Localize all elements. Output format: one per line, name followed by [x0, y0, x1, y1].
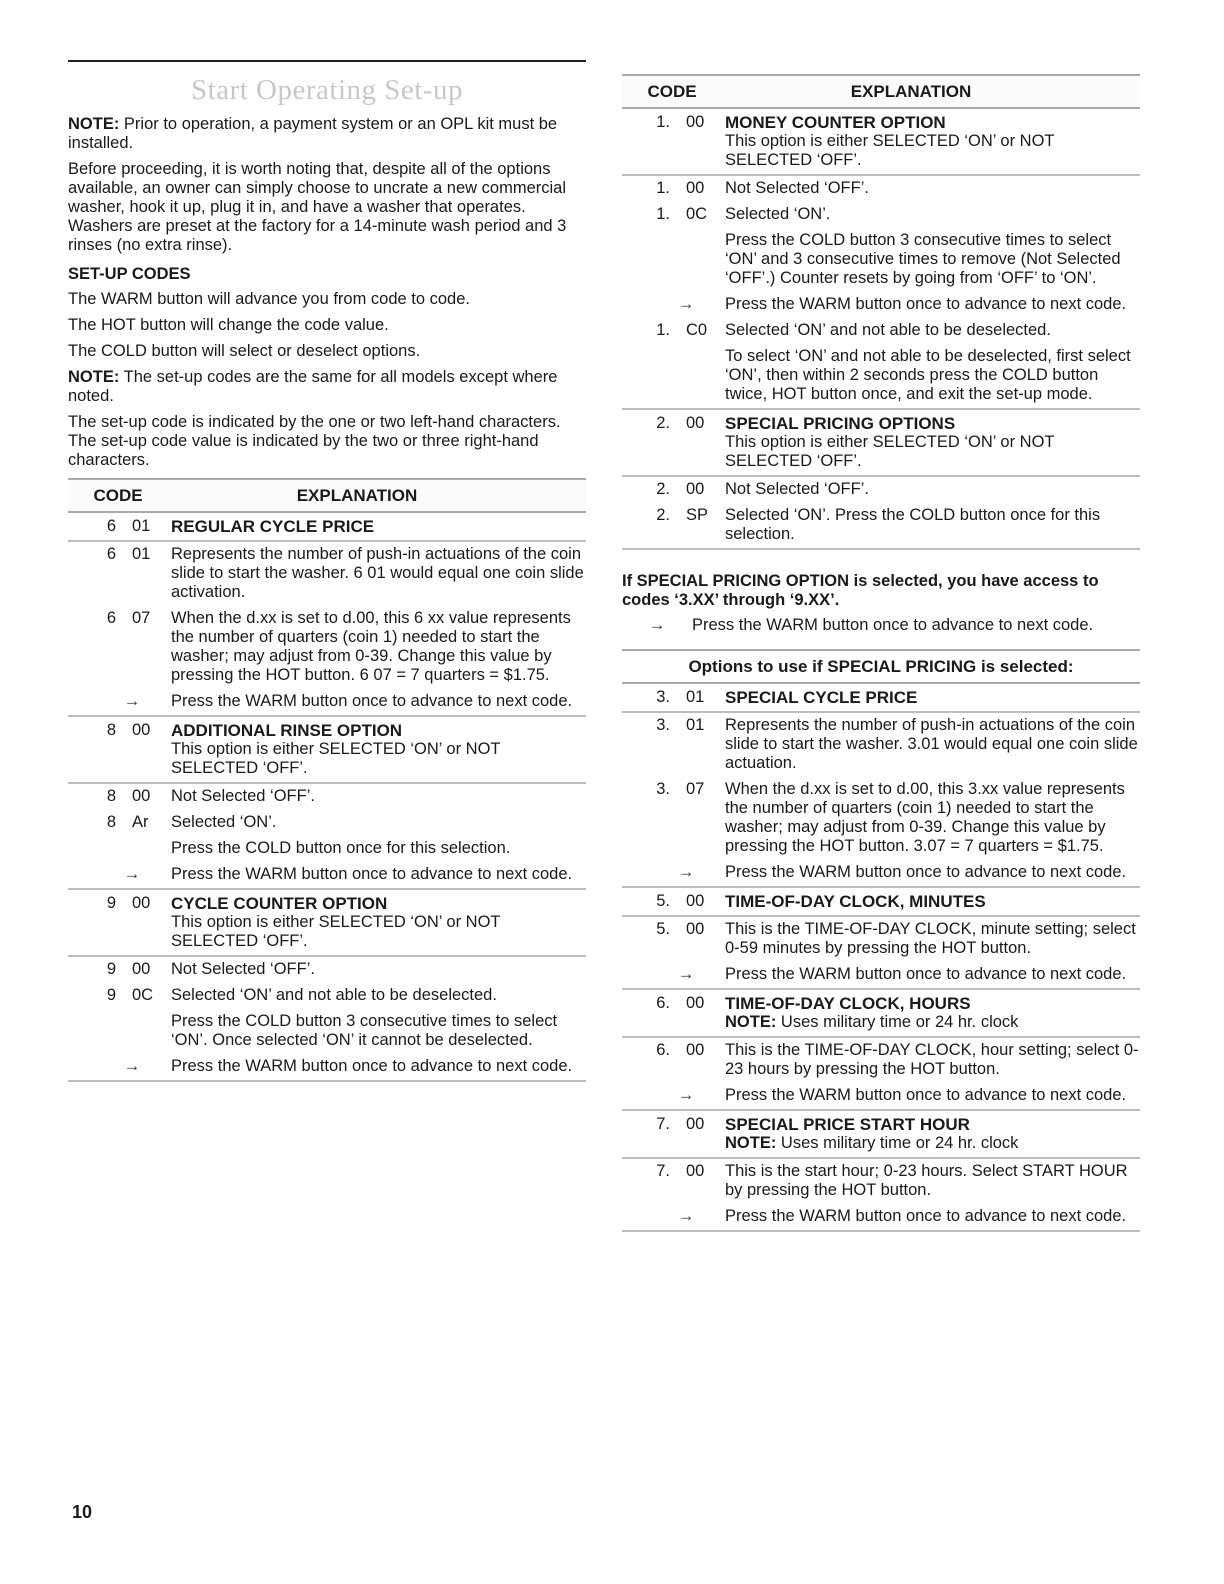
code-description: This is the start hour; 0-23 hours. Select START HOUR by pressing the HOT button. — [725, 1162, 1128, 1199]
code-description: Not Selected ‘OFF’. — [171, 787, 315, 805]
code-prefix: 9 — [106, 960, 116, 978]
code-row — [68, 813, 586, 832]
arrow-icon: → — [677, 965, 695, 983]
option-title: CYCLE COUNTER OPTION — [171, 894, 388, 913]
left-code-table — [68, 478, 586, 1082]
code-row — [622, 716, 1140, 773]
code-cell — [622, 347, 725, 404]
code-description: To select ‘ON’ and not able to be deselected, first select ‘ON’, then within 2 seconds press the COLD button twice, HOT button once, and exit the set-up mode. — [725, 347, 1131, 403]
code-cell — [622, 892, 725, 911]
arrow-icon: → — [648, 616, 666, 634]
code-value: 00 — [132, 894, 151, 912]
code-prefix: 8 — [106, 721, 116, 739]
code-prefix: 2. — [656, 414, 670, 432]
advance-row — [622, 1086, 1140, 1105]
code-cell — [622, 994, 725, 1032]
code-description: Press the COLD button 3 consecutive times to select ‘ON’ and 3 consecutive times to remove (Not Selected ‘OFF’.) Counter resets by going from ‘OFF’ to ‘ON’. — [725, 231, 1121, 287]
code-prefix: 1. — [656, 321, 670, 339]
code-prefix: 1. — [656, 113, 670, 131]
code-group-body — [622, 477, 1140, 550]
code-prefix: 6 — [106, 517, 116, 535]
title-cell — [725, 1115, 1140, 1153]
code-cell — [68, 517, 171, 536]
code-row — [68, 839, 586, 858]
advance-row — [68, 865, 586, 884]
code-value: SP — [686, 506, 709, 524]
table-header — [68, 478, 586, 513]
arrow-icon: → — [677, 1086, 695, 1104]
arrow-icon: → — [677, 1207, 695, 1225]
option-note — [725, 1134, 1140, 1153]
intro-note — [68, 115, 586, 153]
option-subtitle: This option is either SELECTED ‘ON’ or NOT SELECTED ‘OFF’. — [171, 740, 501, 777]
note-label: NOTE: — [68, 368, 120, 386]
option-title: SPECIAL PRICE START HOUR — [725, 1115, 970, 1134]
code-prefix: 3. — [656, 780, 670, 798]
code-row — [622, 321, 1140, 340]
code-row — [622, 480, 1140, 499]
advance-text: Press the WARM button once to advance to next code. — [725, 295, 1127, 313]
code-row — [68, 545, 586, 602]
right-column — [622, 60, 1140, 1232]
note-text: Uses military time or 24 hr. clock — [776, 1134, 1019, 1152]
code-cell — [622, 205, 725, 224]
title-row — [68, 721, 586, 778]
title-row — [68, 894, 586, 951]
option-title: SPECIAL CYCLE PRICE — [725, 688, 918, 707]
code-description: Selected ‘ON’ and not able to be deselected. — [725, 321, 1051, 339]
code-group-title — [68, 890, 586, 957]
page-number: 10 — [72, 1502, 93, 1522]
title-row — [68, 517, 586, 536]
cold-line: The COLD button will select or deselect options. — [68, 342, 421, 360]
code-prefix: 1. — [656, 205, 670, 223]
left-column — [68, 60, 586, 1082]
code-row — [622, 920, 1140, 958]
code-value — [116, 1012, 171, 1050]
code-row — [622, 506, 1140, 544]
code-value — [670, 347, 725, 404]
explanation-column-header: EXPLANATION — [850, 82, 972, 101]
code-row — [622, 1162, 1140, 1200]
code-description: Not Selected ‘OFF’. — [725, 480, 869, 498]
code-group-title — [622, 109, 1140, 176]
code-value: C0 — [686, 321, 708, 339]
code-cell — [68, 787, 171, 806]
code-row — [622, 1041, 1140, 1079]
code-description: Selected ‘ON’. — [725, 205, 831, 223]
code-row — [68, 986, 586, 1005]
code-value: 07 — [132, 609, 151, 627]
code-prefix: 8 — [106, 787, 116, 805]
code-cell — [68, 545, 171, 602]
code-value: 00 — [686, 920, 705, 938]
code-value: 01 — [686, 688, 705, 706]
option-title: TIME-OF-DAY CLOCK, MINUTES — [725, 892, 986, 911]
code-group-title — [622, 990, 1140, 1038]
code-description: Press the COLD button 3 consecutive times to select ‘ON’. Once selected ‘ON’ it cannot be deselected. — [171, 1012, 558, 1049]
advance-text: Press the WARM button once to advance to next code. — [725, 1207, 1127, 1225]
title-cell — [725, 688, 1140, 707]
arrow-icon: → — [677, 295, 695, 313]
intro-note-2 — [68, 368, 586, 406]
code-cell — [622, 863, 725, 882]
title-row — [622, 1115, 1140, 1153]
code-prefix: 2. — [656, 480, 670, 498]
code-prefix: 6. — [656, 994, 670, 1012]
code-value: 00 — [686, 480, 705, 498]
right-groups — [622, 109, 1140, 550]
advance-row — [68, 692, 586, 711]
code-prefix: 6 — [106, 545, 116, 563]
arrow-icon: → — [123, 865, 141, 883]
advance-row — [622, 863, 1140, 882]
code-cell — [622, 688, 725, 707]
code-row — [68, 960, 586, 979]
code-prefix: 7. — [656, 1115, 670, 1133]
note-label: NOTE: — [725, 1134, 777, 1152]
code-group-body — [68, 784, 586, 890]
top-rule — [68, 60, 586, 62]
code-value: 01 — [132, 517, 151, 535]
title-row — [622, 414, 1140, 471]
code-value: 00 — [132, 960, 151, 978]
advance-text: Press the WARM button once to advance to next code. — [171, 692, 573, 710]
code-cell — [622, 113, 725, 170]
code-value: 0C — [132, 986, 154, 1004]
advance-row — [622, 295, 1140, 314]
code-value: 00 — [686, 892, 705, 910]
arrow-icon: → — [123, 1057, 141, 1075]
code-prefix — [68, 1012, 116, 1050]
code-cell — [622, 1086, 725, 1105]
code-value: 01 — [132, 545, 151, 563]
code-cell — [68, 692, 171, 711]
setup-code-paragraph: The set-up code is indicated by the one or two left-hand characters. The set-up code value is indicated by the two or three right-hand characters. — [68, 413, 561, 469]
code-row — [68, 1012, 586, 1050]
intro-paragraph: Before proceeding, it is worth noting that, despite all of the options available, an owner can simply choose to uncrate a new commercial washer, hook it up, plug it in, and have a washer that operates. Washers are preset at the factory for a 14-minute wash period and 3 rinses (no extra rinse). — [68, 160, 567, 254]
code-cell — [68, 986, 171, 1005]
code-prefix: 5. — [656, 892, 670, 910]
note-label: NOTE: — [725, 1013, 777, 1031]
code-cell — [622, 1115, 725, 1153]
code-group-body — [68, 542, 586, 717]
note-label: NOTE: — [68, 115, 120, 133]
option-subtitle: This option is either SELECTED ‘ON’ or NOT SELECTED ‘OFF’. — [725, 132, 1055, 169]
code-description: Selected ‘ON’. — [171, 813, 277, 831]
code-value: 00 — [686, 994, 705, 1012]
hot-line: The HOT button will change the code value. — [68, 316, 389, 334]
code-column-header: CODE — [647, 82, 697, 101]
code-group-body — [622, 713, 1140, 888]
code-prefix: 9 — [106, 986, 116, 1004]
code-cell — [68, 839, 171, 858]
code-cell — [622, 321, 725, 340]
code-prefix: 1. — [656, 179, 670, 197]
code-description: Represents the number of push-in actuations of the coin slide to start the washer. 3.01 would equal one coin slide actuation. — [725, 716, 1138, 772]
code-group-body — [622, 917, 1140, 990]
options-heading: Options to use if SPECIAL PRICING is selected: — [622, 649, 1140, 684]
code-description: Not Selected ‘OFF’. — [725, 179, 869, 197]
code-description: Represents the number of push-in actuations of the coin slide to start the washer. 6 01 would equal one coin slide activation. — [171, 545, 584, 601]
code-value: 07 — [686, 780, 705, 798]
code-cell — [622, 295, 725, 314]
right-code-table — [622, 74, 1140, 550]
code-value: 00 — [132, 787, 151, 805]
code-prefix: 3. — [656, 688, 670, 706]
left-groups — [68, 513, 586, 1082]
code-cell — [622, 506, 725, 544]
code-row — [622, 780, 1140, 856]
code-cell — [622, 716, 725, 773]
advance-text: Press the WARM button once to advance to next code. — [725, 1086, 1127, 1104]
code-cell — [622, 179, 725, 198]
title-row — [622, 113, 1140, 170]
explanation-column-header: EXPLANATION — [296, 486, 418, 505]
option-groups — [622, 684, 1140, 1232]
code-cell — [68, 960, 171, 979]
code-row — [68, 787, 586, 806]
code-cell — [622, 1207, 725, 1226]
code-description: Selected ‘ON’ and not able to be deselected. — [171, 986, 497, 1004]
warm-line: The WARM button will advance you from code to code. — [68, 290, 470, 308]
table-header — [622, 74, 1140, 109]
code-group-title — [622, 684, 1140, 713]
code-group-title — [68, 513, 586, 542]
title-cell — [171, 721, 586, 778]
code-cell — [68, 865, 171, 884]
code-cell — [68, 1012, 171, 1050]
code-cell — [68, 721, 171, 778]
code-cell — [68, 1057, 171, 1076]
title-cell — [725, 994, 1140, 1032]
title-cell — [725, 414, 1140, 471]
code-value: 00 — [686, 414, 705, 432]
note-text: Uses military time or 24 hr. clock — [776, 1013, 1019, 1031]
code-group-title — [622, 1111, 1140, 1159]
code-value: 00 — [686, 1041, 705, 1059]
option-subtitle: This option is either SELECTED ‘ON’ or NOT SELECTED ‘OFF’. — [171, 913, 501, 950]
advance-row — [68, 1057, 586, 1076]
code-prefix: 6. — [656, 1041, 670, 1059]
code-group-body — [622, 1159, 1140, 1232]
code-cell — [622, 480, 725, 499]
code-cell — [622, 965, 725, 984]
advance-text: Press the WARM button once to advance to next code. — [171, 1057, 573, 1075]
code-value: Ar — [132, 813, 149, 831]
option-subtitle: This option is either SELECTED ‘ON’ or NOT SELECTED ‘OFF’. — [725, 433, 1055, 470]
code-value: 00 — [132, 721, 151, 739]
title-row — [622, 892, 1140, 911]
option-note — [725, 1013, 1140, 1032]
special-pricing-arrow-line — [622, 616, 1140, 635]
code-row — [68, 609, 586, 685]
code-row — [622, 347, 1140, 404]
code-cell — [68, 609, 171, 685]
advance-text: Press the WARM button once to advance to next code. — [725, 863, 1127, 881]
code-value — [670, 231, 725, 288]
code-prefix — [68, 839, 116, 858]
code-value: 0C — [686, 205, 708, 223]
code-cell — [622, 780, 725, 856]
code-value: 00 — [686, 179, 705, 197]
section-title: Start Operating Set-up — [191, 74, 463, 106]
option-title: MONEY COUNTER OPTION — [725, 113, 946, 132]
code-group-title — [622, 888, 1140, 917]
code-cell — [622, 414, 725, 471]
code-description: This is the TIME-OF-DAY CLOCK, hour setting; select 0-23 hours by pressing the HOT button. — [725, 1041, 1139, 1078]
code-value: 00 — [686, 113, 705, 131]
code-group-body — [622, 176, 1140, 410]
code-prefix: 6 — [106, 609, 116, 627]
code-prefix: 8 — [106, 813, 116, 831]
title-cell — [171, 517, 586, 536]
code-value: 00 — [686, 1115, 705, 1133]
code-group-title — [68, 717, 586, 784]
title-cell — [171, 894, 586, 951]
advance-text: Press the WARM button once to advance to next code. — [171, 865, 573, 883]
code-prefix: 5. — [656, 920, 670, 938]
arrow-icon: → — [677, 863, 695, 881]
code-description: Press the COLD button once for this selection. — [171, 839, 511, 857]
code-description: When the d.xx is set to d.00, this 6 xx value represents the number of quarters (coin 1) needed to start the washer; may adjust from 0-39. Change this value by pressing the HOT button. 6 07 = 7 quarters = $1.75. — [171, 609, 571, 684]
arrow-icon: → — [123, 692, 141, 710]
code-description: This is the TIME-OF-DAY CLOCK, minute setting; select 0-59 minutes by pressing the HOT button. — [725, 920, 1136, 957]
code-cell — [622, 231, 725, 288]
note-text: Prior to operation, a payment system or an OPL kit must be installed. — [68, 115, 558, 152]
code-column-header: CODE — [93, 486, 143, 505]
title-row — [622, 994, 1140, 1032]
code-prefix: 3. — [656, 716, 670, 734]
code-description: When the d.xx is set to d.00, this 3.xx value represents the number of quarters (coin 1) needed to start the washer; may adjust from 0-39. Change this value by pressing the HOT button. 3.07 = 7 quarters = $1.75. — [725, 780, 1125, 855]
code-prefix — [622, 347, 670, 404]
code-value: 00 — [686, 1162, 705, 1180]
code-group-title — [622, 410, 1140, 477]
code-cell — [68, 894, 171, 951]
code-group-body — [622, 1038, 1140, 1111]
setup-codes-heading: SET-UP CODES — [68, 265, 191, 283]
advance-text: Press the WARM button once to advance to next code. — [725, 965, 1127, 983]
advance-row — [622, 1207, 1140, 1226]
option-title: ADDITIONAL RINSE OPTION — [171, 721, 403, 740]
code-cell — [622, 920, 725, 958]
code-cell — [68, 813, 171, 832]
code-row — [622, 179, 1140, 198]
code-prefix: 9 — [106, 894, 116, 912]
title-row — [622, 688, 1140, 707]
option-title: SPECIAL PRICING OPTIONS — [725, 414, 956, 433]
code-group-body — [68, 957, 586, 1082]
special-pricing-note: If SPECIAL PRICING OPTION is selected, you have access to codes ‘3.XX’ through ‘9.XX’. — [622, 572, 1099, 609]
code-cell — [622, 1162, 725, 1200]
arrow-text: Press the WARM button once to advance to next code. — [692, 616, 1094, 634]
advance-row — [622, 965, 1140, 984]
code-description: Selected ‘ON’. Press the COLD button once for this selection. — [725, 506, 1101, 543]
code-value — [116, 839, 171, 858]
code-description: Not Selected ‘OFF’. — [171, 960, 315, 978]
title-cell — [725, 892, 1140, 911]
code-prefix: 7. — [656, 1162, 670, 1180]
code-value: 01 — [686, 716, 705, 734]
code-cell — [622, 1041, 725, 1079]
option-title: REGULAR CYCLE PRICE — [171, 517, 375, 536]
option-title: TIME-OF-DAY CLOCK, HOURS — [725, 994, 971, 1013]
title-cell — [725, 113, 1140, 170]
note-text: The set-up codes are the same for all models except where noted. — [68, 368, 558, 405]
code-prefix — [622, 231, 670, 288]
code-row — [622, 231, 1140, 288]
code-row — [622, 205, 1140, 224]
code-prefix: 2. — [656, 506, 670, 524]
